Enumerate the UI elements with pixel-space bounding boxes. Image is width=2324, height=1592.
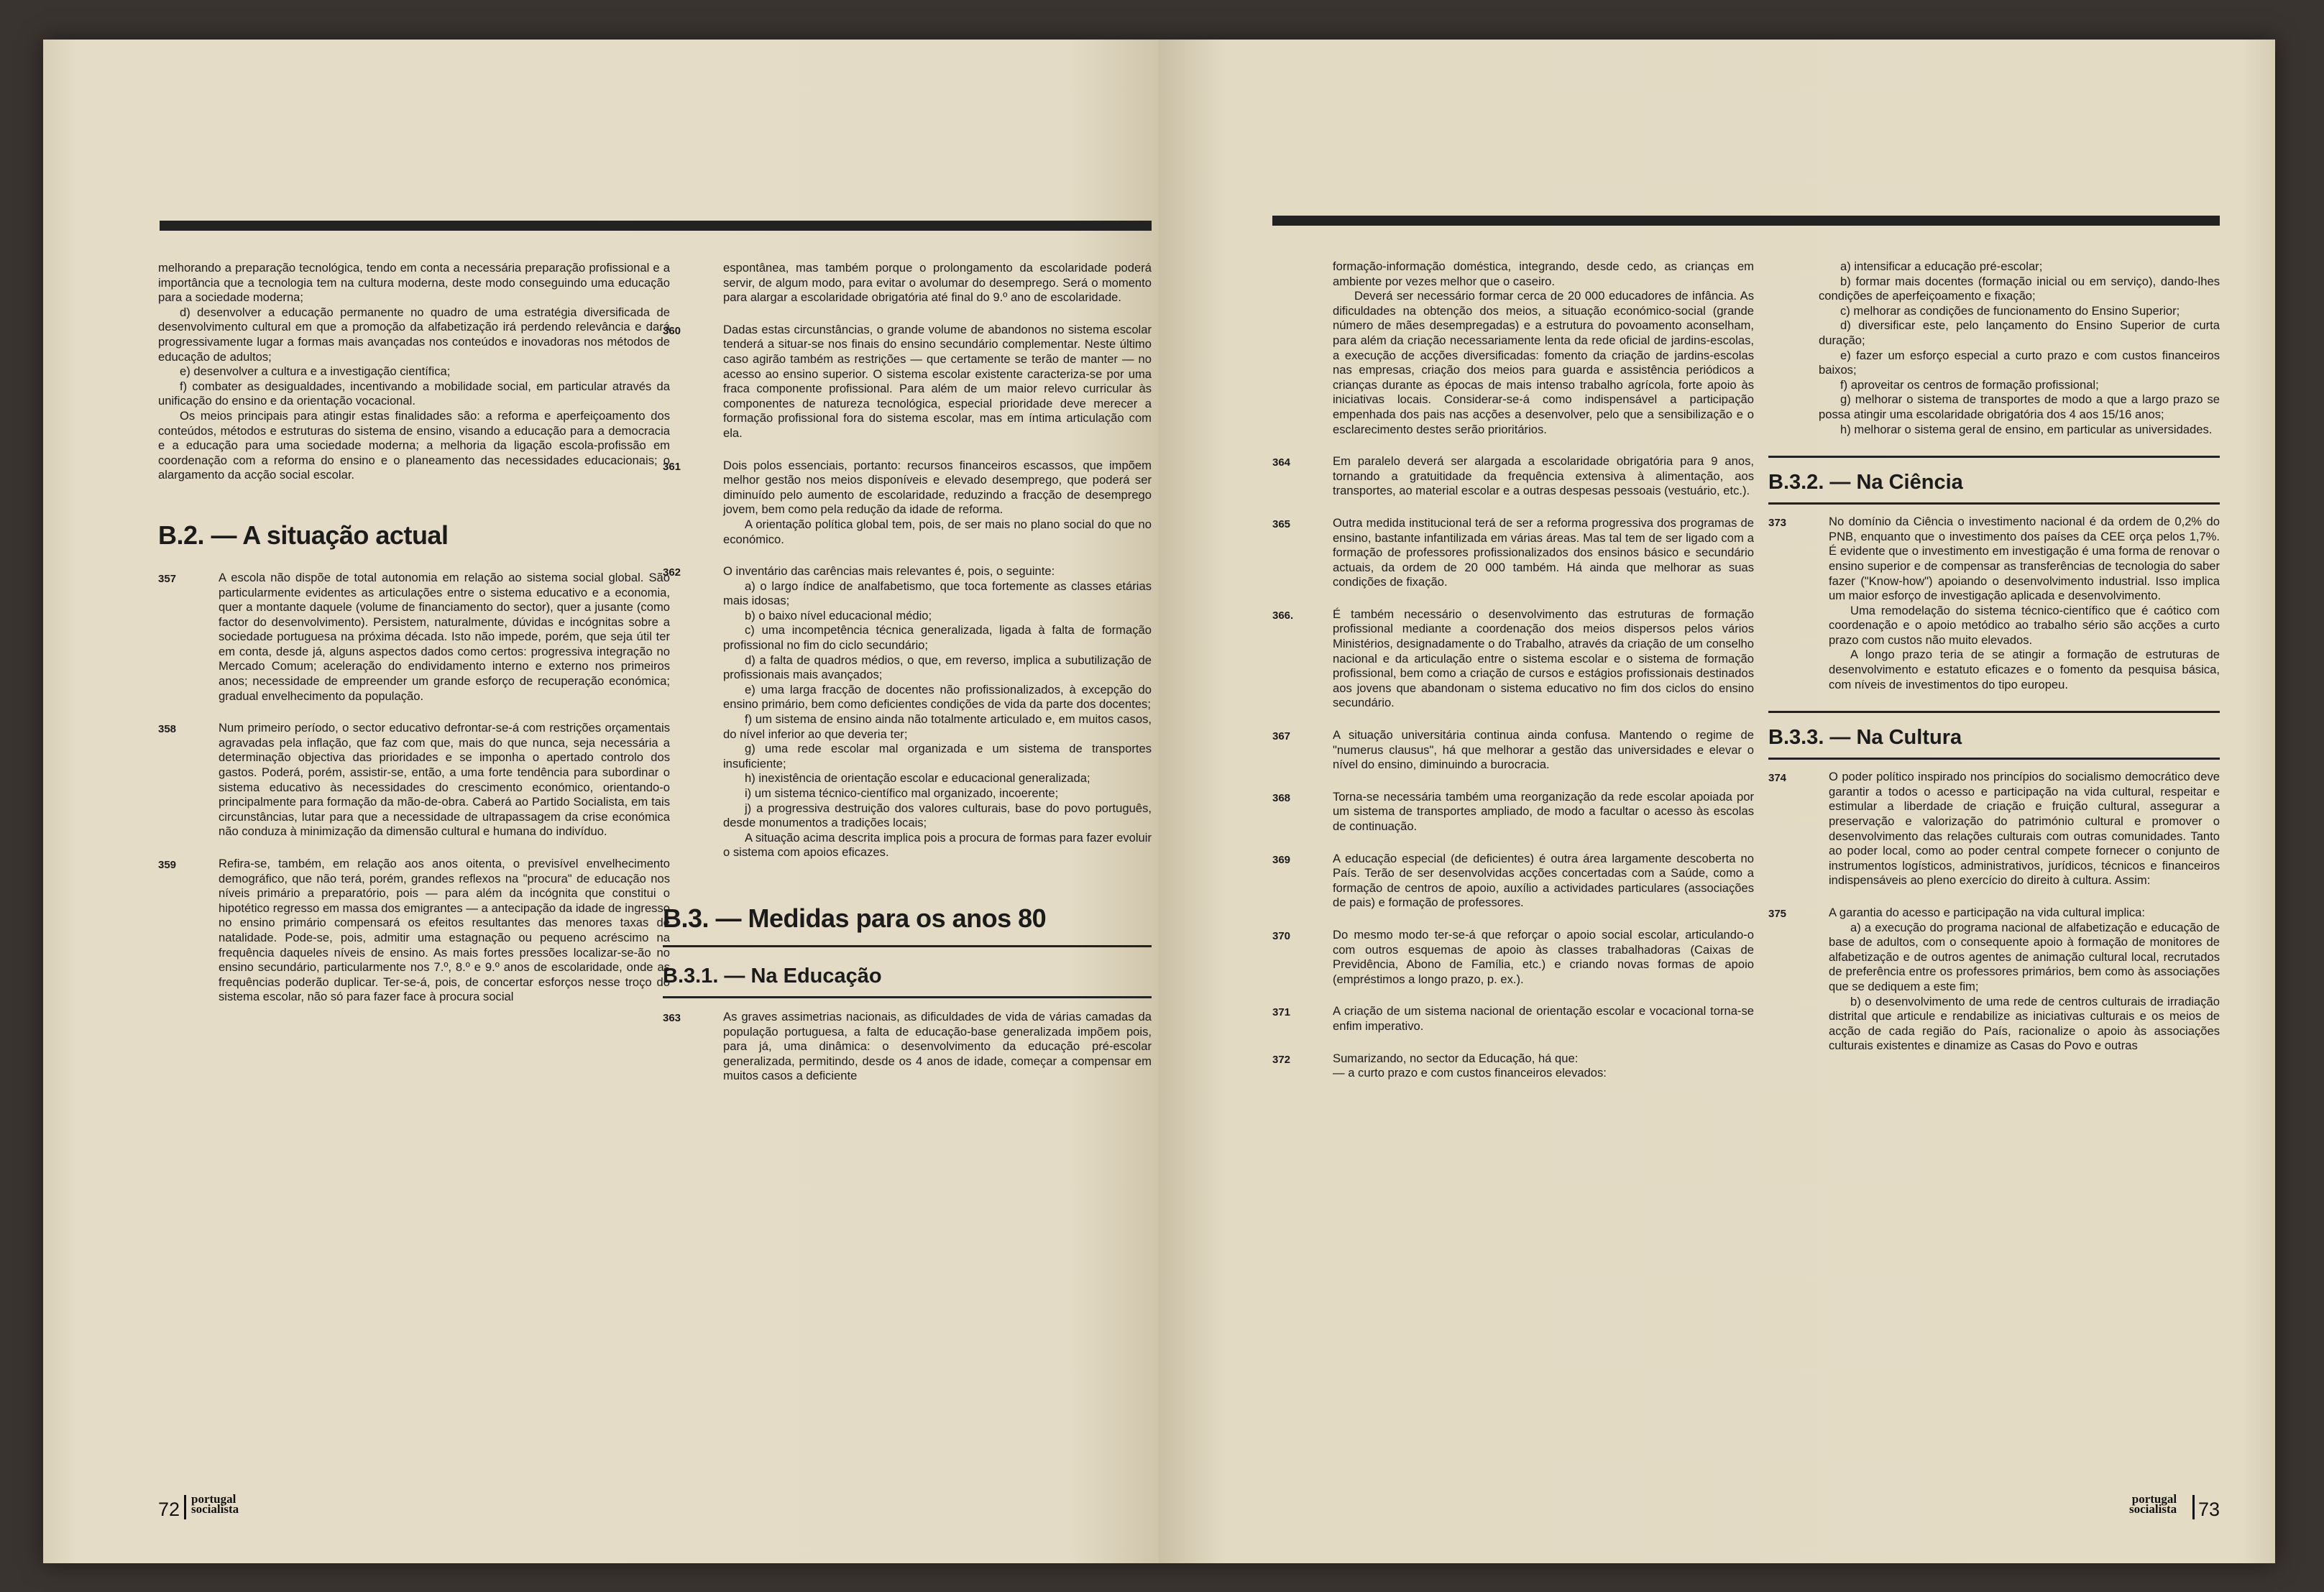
list-item: g) melhorar o sistema de transportes de modo a que a largo prazo se possa atingir uma escolaridade obrigatória dos 4 aos 15/16 anos; [1819,392,2220,421]
list-item: e) uma larga fracção de docentes não profissionalizados, à excepção do ensino primário, bem como deficientes condições de vida da parte dos docentes; [723,682,1152,712]
list-item: c) uma incompetência técnica generalizada, ligada à falta de formação profissional no fim do ciclo secundário; [723,623,1152,653]
top-rule-left [160,221,1152,231]
paragraph-text: É também necessário o desenvolvimento das estruturas de formação profissional mediante a coordenação dos meios dispersos pelos vários Ministérios, designadamente o do Trabalho, através da criação de um conselho nacional e da articulação entre o sistema escolar e o sistema de formação profissional, bem como a criação de cursos e estágios profissionais destinados aos jovens que abandonam o sistema educativo no fim dos ciclos do ensino secundário. [1333,607,1754,710]
paragraph-text: As graves assimetrias nacionais, as dificuldades de vida de várias camadas da população portuguesa, a falta de educação-base generalizada impõem pois, para já, uma dinâmica: o desenvolvimento da educação pré-escolar generalizada, permitindo, desde os 4 anos de idade, começar a compensar em muitos casos a deficiente [723,1009,1152,1083]
paragraph: espontânea, mas também porque o prolongamento da escolaridade poderá servir, de algum modo, para evitar o avolumar do desemprego. Será o momento para alargar a escolaridade obrigatória até final do 9.º ano de escolaridade. [723,261,1152,305]
section-divider [1768,711,2220,713]
paragraph-360 [663,323,1152,441]
paragraph-366 [1272,607,1754,711]
paragraph-365 [1272,516,1754,590]
top-rule-right [1272,216,2220,226]
magazine-spread [43,40,2275,1563]
list-item: h) melhorar o sistema geral de ensino, em particular as universidades. [1840,422,2213,436]
paragraph-number: 370 [1272,929,1291,942]
paragraph-text: Uma remodelação do sistema técnico-científico que é caótico com coordenação e o apoio metódico ao trabalho sério são acções a curto prazo com custos não muito elevados. [1829,603,2220,647]
page-number-right: 73 [2198,1499,2220,1520]
page-number-divider [184,1495,186,1519]
paragraph-357 [158,571,670,704]
logo-line-1: portugal [191,1492,236,1506]
paragraph-text: O poder político inspirado nos princípios do socialismo democrático deve garantir a todos o acesso e participação na vida cultural, respeitar e estimular a liberdade de criação e fruição cultural, assegurar a preservação e valorização do património cultural e promover o desenvolvimento das relações culturais com outras comunidades. Tanto ao poder local, como ao poder central compete fornecer o conjunto de instrumentos logísticos, administrativos, jurídicos, técnicos e financeiros indispensáveis ao pleno exercício do direito à cultura. Assim: [1829,770,2220,888]
section-divider [663,945,1152,947]
logo-line-1: portugal [2131,1492,2177,1506]
list-item: b) formar mais docentes (formação inicial ou em serviço), dando-lhes condições de aperfeiçoamento e fixação; [1819,274,2220,303]
paragraph-359 [158,857,670,1005]
paragraph-text: Do mesmo modo ter-se-á que reforçar o apoio social escolar, articulando-o com outros esquemas de apoio às classes trabalhadoras (Caixas de Previdência, Abono de Família, etc.) e criando novas formas de apoio (empréstimos a longo prazo, p. ex.). [1333,927,1754,986]
list-item: i) um sistema técnico-científico mal organizado, incoerente; [745,786,1059,800]
heading-b2: B.2. — A situação actual [158,520,449,550]
paragraph-375 [1768,906,2220,1054]
list-item: b) o baixo nível educacional médio; [745,608,932,622]
right-page [1159,40,2275,1563]
list-item: f) combater as desigualdades, incentivando a mobilidade social, em particular através da unificação do ensino e da orientação vocacional. [158,379,670,408]
paragraph-text: Dois polos essenciais, portanto: recursos financeiros escassos, que impõem melhor gestão nos meios disponíveis e elevado desemprego, que poderá ser diminuído pelo aumento de escolaridade, reduzindo a fracção de desemprego jovem, bem como pela redução da idade de reforma. [723,458,1152,517]
paragraph-369 [1272,852,1754,911]
paragraph-text: Refira-se, também, em relação aos anos oitenta, o previsível envelhecimento demográfico, que não terá, porém, grandes reflexos na "procura" de educação nos níveis primário a preparatório, pois — para além da incógnita que constitui o hipotético regresso em massa dos emigrantes — a antecipação da idade de ingresso no ensino primário compensará os efeitos resultantes das menores taxas de natalidade. Pode-se, pois, admitir uma estagnação ou pequeno acréscimo na frequência daqueles níveis de ensino. As mais fortes pressões localizar-se-ão no ensino secundário, particularmente nos 7.º, 8.º e 9.º anos de escolaridade, onde as frequências poderão duplicar. Ter-se-á, pois, de concertar esforços nesse troço do sistema escolar, não só para fazer face à procura social [219,857,670,1004]
list-item: e) desenvolver a cultura e a investigação científica; [180,364,451,379]
publication-logo-left [191,1494,239,1514]
list-item: b) o desenvolvimento de uma rede de centros culturais de irradiação distrital que articule e rendabilize as iniciativas culturais e os meios de acção de cada região do País, racionalize o apoio às associações culturais existentes e dinamize as Casas do Povo e outras [1829,994,2220,1053]
paragraph-text: Num primeiro período, o sector educativo defrontar-se-á com restrições orçamentais agravadas pela inflação, que faz com que, mais do que nunca, seja necessária a determinação objectiva das prioridades e se imponha o apertado controlo dos gastos. Poderá, porém, assistir-se, então, a uma forte tendência para subordinar o sistema educativo às necessidades do crescimento económico, orientando-o principalmente para formação da mão-de-obra. Caberá ao Partido Socialista, em tais circunstâncias, lutar para que a necessidade de ultrapassagem da crise económica não conduza à minimização da dimensão cultural e humana do indivíduo. [219,721,670,839]
paragraph-text: Torna-se necessária também uma reorganização da rede escolar apoiada por um sistema de transportes ampliado, de modo a facultar o acesso às escolas de continuação. [1333,789,1754,833]
heading-b31: B.3.1. — Na Educação [663,963,1152,998]
list-item: g) uma rede escolar mal organizada e um sistema de transportes insuficiente; [723,742,1152,770]
paragraph-number: 366. [1272,609,1294,622]
left-page [43,40,1159,1563]
paragraph-number: 363 [663,1011,681,1024]
right-column-2 [1768,259,2220,1054]
publication-logo-right [2129,1494,2177,1514]
paragraph-371 [1272,1004,1754,1034]
paragraph-number: 372 [1272,1053,1291,1066]
paragraph: Deverá ser necessário formar cerca de 20 000 educadores de infância. As dificuldades na obtenção dos meios, a situação económico-social (grande número de mães desempregadas) e a estrutura do povoamento aconselham, para além da criação necessariamente lenta da rede oficial de jardins-escolas, a execução de acções diversificadas: fomento da criação de jardins-escolas nas empresas, criação dos meios para guarda e assistência periódicos a crianças durante as épocas de mais intenso trabalho agrícola, forte apoio às iniciativas locais. Considerar-se-á como indispensável a participação empenhada dos pais nas acções a desenvolver, pelo que a sensibilização e o esclarecimento destes serão prioritários. [1333,289,1754,436]
paragraph-373 [1768,515,2220,692]
paragraph-text: A educação especial (de deficientes) é outra área largamente descoberta no País. Terão de ser desenvolvidas acções concertadas com a Saúde, como a formação de centros de apoio, auxílio a actividades particulares (associações de pais) e formação de professores. [1333,851,1754,910]
page-number-divider [2192,1495,2195,1519]
list-item: d) a falta de quadros médios, o que, em reverso, implica a subutilização de profissionais mais avançados; [723,653,1152,682]
paragraph-number: 361 [663,460,681,473]
paragraph-361 [663,459,1152,548]
list-item: d) desenvolver a educação permanente no quadro de uma estratégia diversificada de desenvolvimento cultural em que a promoção da alfabetização irá perdendo relevância e dará progressivamente lugar a formas mais avançadas nos conteúdos e inovadoras nos métodos de educação de adultos; [158,305,670,364]
paragraph-text: A orientação política global tem, pois, de ser mais no plano social do que no económico. [723,517,1152,546]
paragraph-number: 368 [1272,791,1291,804]
paragraph-text: A longo prazo teria de se atingir a formação de estruturas de desenvolvimento e estatuto eficazes e o fomento da pesquisa básica, com níveis de investimentos do tipo europeu. [1829,648,2220,691]
left-column-2 [663,261,1152,1084]
list-item: d) diversificar este, pelo lançamento do Ensino Superior de curta duração; [1819,318,2220,347]
paragraph-358 [158,721,670,839]
paragraph-number: 371 [1272,1006,1291,1019]
list-item: f) aproveitar os centros de formação profissional; [1840,377,2099,392]
list-item: j) a progressiva destruição dos valores culturais, base do povo português, desde monumentos a tradições locais; [723,801,1152,830]
left-column-1 [158,261,670,1005]
paragraph-text: A escola não dispõe de total autonomia em relação ao sistema social global. São particularmente evidentes as articulações entre o sistema educativo e a economia, quer a montante daquele (volume de financiamento do sector), quer a jusante (como factor do desenvolvimento). Persistem, naturalmente, dúvidas e incógnitas sobre a sociedade portuguesa na próxima década. Isto não impede, porém, que seja útil ter em conta, desde já, alguns aspectos dados como certos: progressiva integração no Mercado Comum; aceleração do endividamento interno e externo nos primeiros anos; necessidade de empreender um grande esforço de recuperação económica; gradual envelhecimento da população. [219,570,670,703]
heading-b3: B.3. — Medidas para os anos 80 [663,903,1047,933]
list-item: a) a execução do programa nacional de alfabetização e educação de base de adultos, com o consequente apoio à formação de monitores de alfabetização e de outros agentes de animação cultural local, recrutados de preferência entre os professores primários, bem como às associações que se dediquem a este fim; [1829,920,2220,993]
paragraph-text: A garantia do acesso e participação na vida cultural implica: [1829,906,2145,919]
paragraph-text: — a curto prazo e com custos financeiros elevados: [1333,1066,1607,1080]
paragraph-text: A situação universitária continua ainda confusa. Mantendo o regime de "numerus clausus", há que melhorar a gestão das universidades e elevar o nível do ensino, diminuindo a burocracia. [1333,728,1754,772]
paragraph-number: 375 [1768,908,1787,920]
paragraph-370 [1272,928,1754,987]
paragraph-number: 359 [158,859,177,871]
paragraph-number: 362 [663,566,681,579]
list-item: c) melhorar as condições de funcionamento do Ensino Superior; [1840,303,2180,318]
paragraph-number: 364 [1272,456,1291,469]
paragraph-364 [1272,454,1754,499]
paragraph-372 [1272,1052,1754,1081]
paragraph-368 [1272,790,1754,834]
paragraph-text: Em paralelo deverá ser alargada a escolaridade obrigatória para 9 anos, tornando a gratuitidade da frequência extensiva à alimentação, aos transportes, ao material escolar e a outras despesas pessoais (vestuário, etc.). [1333,454,1754,498]
heading-b32: B.3.2. — Na Ciência [1768,469,2220,505]
paragraph-number: 358 [158,723,177,736]
paragraph-362 [663,564,1152,860]
paragraph-number: 367 [1272,730,1291,743]
paragraph-text: Dadas estas circunstâncias, o grande volume de abandonos no sistema escolar tenderá a situar-se nos finais do ensino secundário complementar. Neste último caso agirão também as restrições — que certamente se terão de manter — no acesso ao ensino superior. O sistema escolar existente caracteriza-se por uma fraca componente profissional. Para além de um maior relevo curricular às componentes de natureza tecnológica, especial prioridade deve merecer a formação profissional fora do sistema escolar, mas em íntima articulação com ela. [723,322,1152,440]
paragraph-text: No domínio da Ciência o investimento nacional é da ordem de 0,2% do PNB, enquanto que o investimento dos países da CEE orça pelos 1,7%. É evidente que o investimento em investigação é uma forma de renovar o ensino superior e de compensar as transferências de tecnologia do saber fazer ("Know-how") apoiando o desenvolvimento industrial. Isso implica um maior esforço de investigação aplicada e desenvolvimento. [1829,515,2220,603]
paragraph-text: O inventário das carências mais relevantes é, pois, o seguinte: [723,564,1055,579]
paragraph-text: A criação de um sistema nacional de orientação escolar e vocacional torna-se enfim imperativo. [1333,1004,1754,1033]
paragraph-number: 357 [158,572,177,585]
heading-b33: B.3.3. — Na Cultura [1768,724,2220,760]
logo-line-2: socialista [2129,1502,2177,1516]
paragraph-367 [1272,728,1754,773]
paragraph-number: 360 [663,324,681,337]
list-item: e) fazer um esforço especial a curto prazo e com custos financeiros baixos; [1819,348,2220,377]
list-item: A situação acima descrita implica pois a procura de formas para fazer evoluir o sistema com apoios eficazes. [723,830,1152,860]
paragraph-363 [663,1010,1152,1084]
list-item: a) intensificar a educação pré-escolar; [1840,259,2043,273]
logo-line-2: socialista [191,1502,239,1516]
right-column-1 [1272,259,1754,1081]
paragraph: melhorando a preparação tecnológica, tendo em conta a necessária preparação profissional e a importância que a tecnologia tem na cultura moderna, deste modo conseguindo uma educação para a sociedade moderna; [158,261,670,305]
paragraph-text: Outra medida institucional terá de ser a reforma progressiva dos programas de ensino, bastante infantilizada em várias áreas. Mas tal tem de ser ligado com a formação de professores profissionalizados dos ensinos básico e secundário actuais, da ordem de 20 000 também. Há ainda que melhorar as suas condições de fixação. [1333,515,1754,589]
paragraph-text: Sumarizando, no sector da Educação, há que: [1333,1051,1579,1065]
paragraph-number: 369 [1272,853,1291,866]
list-item: a) o largo índice de analfabetismo, que toca fortemente as classes etárias mais idosas; [723,579,1152,608]
paragraph: formação-informação doméstica, integrando, desde cedo, as crianças em ambiente por vezes melhor que o caseiro. [1333,259,1754,288]
page-number-left: 72 [158,1499,180,1520]
list-item: f) um sistema de ensino ainda não totalmente articulado e, em muitos casos, do nível inferior ao que deveria ter; [723,712,1152,741]
paragraph-number: 365 [1272,517,1291,530]
section-divider [1768,456,2220,458]
paragraph-374 [1768,770,2220,888]
list-item: h) inexistência de orientação escolar e educacional generalizada; [745,771,1090,786]
paragraph-number: 374 [1768,772,1787,785]
summary-list [1768,259,2220,437]
paragraph: Os meios principais para atingir estas finalidades são: a reforma e aperfeiçoamento dos conteúdos, métodos e estruturas do sistema de ensino, visando a educação para a democracia e a educação para uma sociedade moderna; a melhoria da ligação escola-profissão em coordenação com a reforma do ensino e o planeamento das necessidades educacionais; o alargamento da acção social escolar. [158,408,670,482]
paragraph-number: 373 [1768,517,1787,530]
